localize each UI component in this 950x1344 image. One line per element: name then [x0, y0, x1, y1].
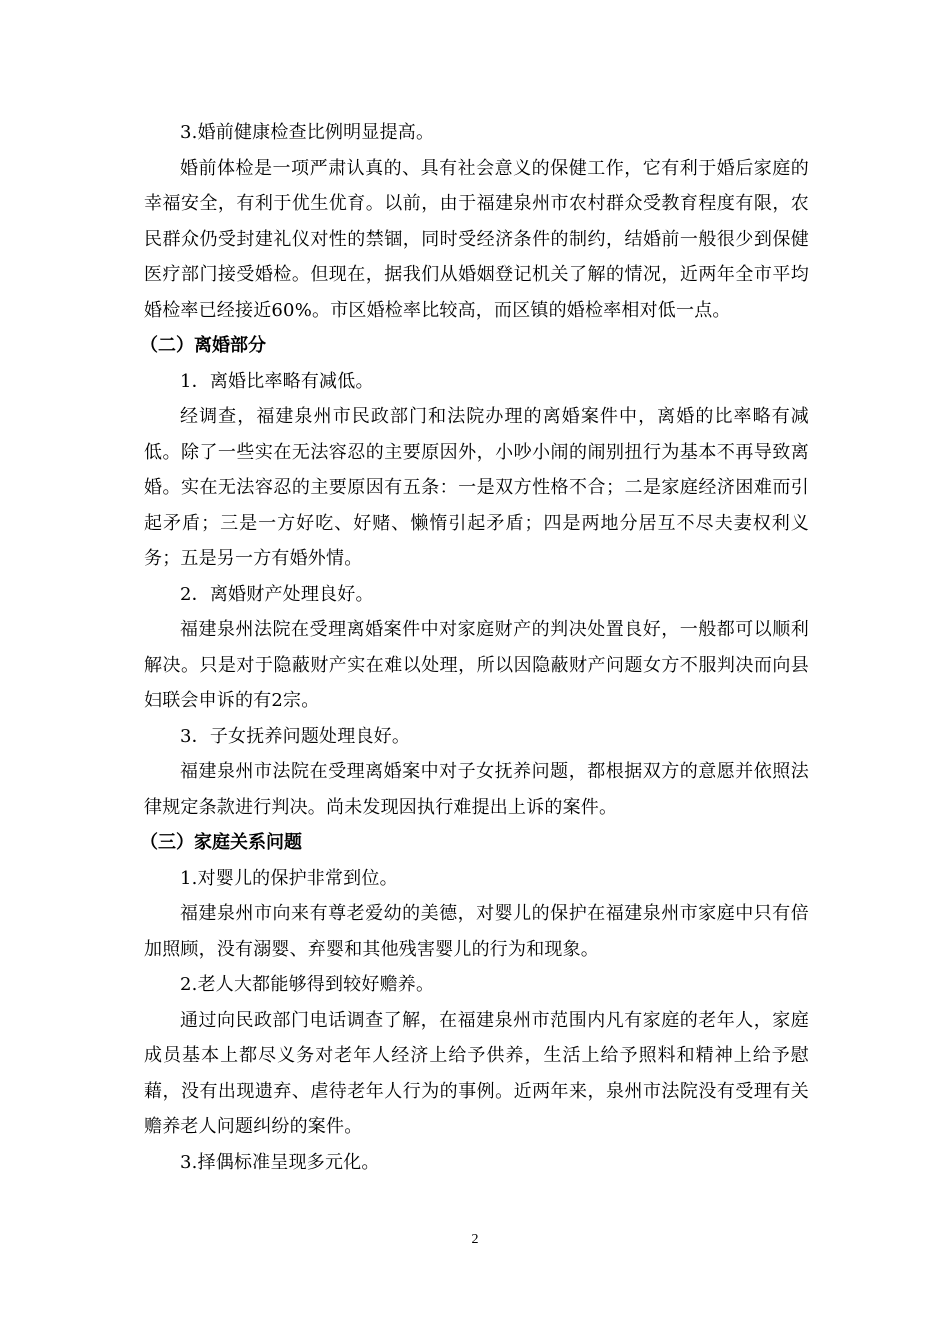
body-paragraph: 福建泉州法院在受理离婚案件中对家庭财产的判决处置良好，一般都可以顺利解决。只是对于隐蔽财产实在难以处理，所以因隐蔽财产问题女方不服判决而向县妇联会申诉的有2宗。	[144, 619, 809, 711]
body-paragraph: 福建泉州市向来有尊老爱幼的美德，对婴儿的保护在福建泉州市家庭中只有倍加照顾，没有溺婴、弃婴和其他残害婴儿的行为和现象。	[144, 903, 809, 960]
list-item: 1.对婴儿的保护非常到位。	[180, 867, 398, 889]
section-heading: （二）离婚部分	[140, 335, 266, 356]
list-item: 3.择偶标准呈现多元化。	[180, 1151, 380, 1173]
section-heading: （三）家庭关系问题	[140, 832, 302, 853]
list-item: 3．子女抚养问题处理良好。	[180, 725, 411, 747]
document-body	[140, 115, 809, 1180]
body-paragraph: 婚前体检是一项严肃认真的、具有社会意义的保健工作，它有利于婚后家庭的幸福安全，有利于优生优育。以前，由于福建泉州市农村群众受教育程度有限，农民群众仍受封建礼仪对性的禁锢，同时受经济条件的制约，结婚前一般很少到保健医疗部门接受婚检。但现在，据我们从婚姻登记机关了解的情况，近两年全市平均婚检率已经接近60%。市区婚检率比较高，而区镇的婚检率相对低一点。	[144, 157, 809, 321]
list-item: 1．离婚比率略有减低。	[180, 370, 374, 392]
body-paragraph: 通过向民政部门电话调查了解，在福建泉州市范围内凡有家庭的老年人，家庭成员基本上都尽义务对老年人经济上给予供养，生活上给予照料和精神上给予慰藉，没有出现遗弃、虐待老年人行为的事例。近两年来，泉州市法院没有受理有关赡养老人问题纠纷的案件。	[144, 1009, 809, 1137]
page-number: 2	[471, 1232, 479, 1247]
list-item: 2.老人大都能够得到较好赡养。	[180, 974, 435, 995]
list-item: 3.婚前健康检查比例明显提高。	[180, 122, 435, 143]
body-paragraph: 经调查，福建泉州市民政部门和法院办理的离婚案件中，离婚的比率略有减低。除了一些实在无法容忍的主要原因外，小吵小闹的闹别扭行为基本不再导致离婚。实在无法容忍的主要原因有五条：一是双方性格不合；二是家庭经济困难而引起矛盾；三是一方好吃、好赌、懒惰引起矛盾；四是两地分居互不尽夫妻权利义务；五是另一方有婚外情。	[144, 406, 809, 569]
list-item: 2．离婚财产处理良好。	[180, 583, 374, 605]
body-paragraph: 福建泉州市法院在受理离婚案中对子女抚养问题，都根据双方的意愿并依照法律规定条款进行判决。尚未发现因执行难提出上诉的案件。	[144, 761, 809, 818]
